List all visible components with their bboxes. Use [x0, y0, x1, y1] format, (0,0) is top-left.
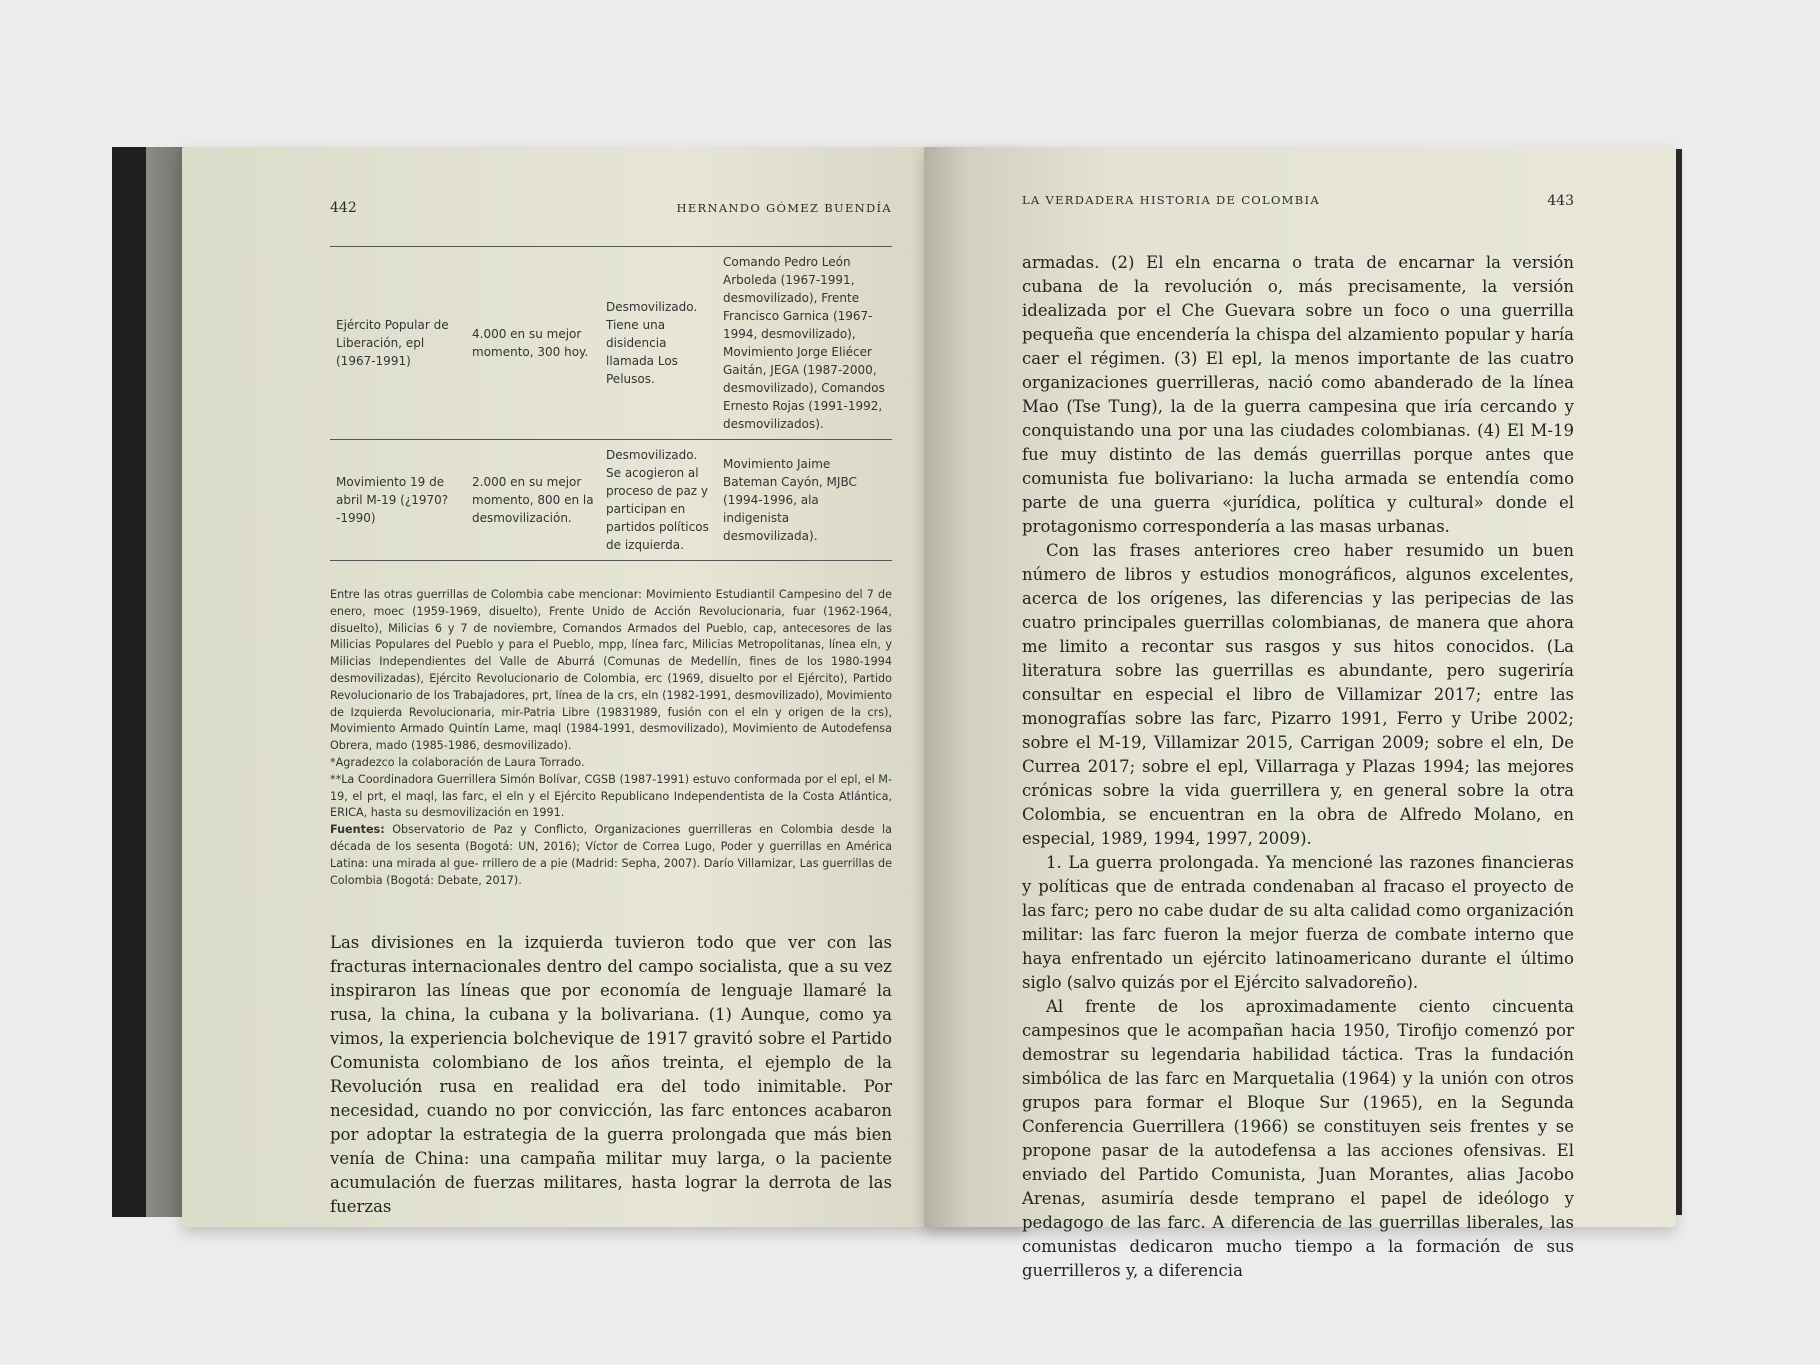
page-edges	[146, 147, 186, 1217]
running-head: HERNANDO GÓMEZ BUENDÍA	[676, 201, 892, 215]
page-number: 442	[330, 200, 357, 216]
page-number: 443	[1547, 193, 1574, 209]
table-row	[330, 246, 892, 439]
table-cell-size: 2.000 en su mejor momento, 800 en la desmovilización.	[472, 475, 594, 525]
table-cell-factions: Comando Pedro León Arboleda (1967-1991, desmovilizado), Frente Francisco Garnica (1967-1994, desmovilizado), Movimiento Jorge Eliécer Gaitán, JEGA (1987-2000, desmovilizado), Comandos Ernesto Rojas (1991-1992, desmovilizados).	[723, 255, 885, 431]
book-spine	[112, 147, 146, 1217]
note-coordinadora: **La Coordinadora Guerrillera Simón Bolívar, CGSB (1987-1991) estuvo conformada por el epl, el M-19, el prt, el maql, las farc, el eln y el Ejército Republicano Independentista de la Costa Atlántica, ERICA, hasta su desmovilización en 1991.	[330, 772, 892, 820]
paragraph: armadas. (2) El eln encarna o trata de encarnar la versión cubana de la revolución o, más precisamente, la versión idealizada por el Che Guevara sobre un foco o una guerrilla pequeña que encendería la chispa del alzamiento popular y haría caer el régimen. (3) El epl, la menos importante de las cuatro organizaciones guerrilleras, nació como abanderado de la línea Mao (Tse Tung), la de la guerra campesina que iría cercando y conquistando una por una las ciudades colombianas. (4) El M-19 fue muy distinto de las demás guerrillas porque antes que comunista fue bolivariano: la lucha armada se entendía como parte de una guerra «jurídica, política y cultural» donde el protagonismo correspondería a las masas urbanas.	[1022, 253, 1574, 536]
paragraph: Las divisiones en la izquierda tuvieron todo que ver con las fracturas internacionales dentro del campo socialista, que a su vez inspiraron las líneas que por economía de lenguaje llamaré la rusa, la china, la cubana y la bolivariana. (1) Aunque, como ya vimos, la experiencia bolchevique de 1917 gravitó sobre el Partido Comunista colombiano de los años treinta, el ejemplo de la Revolución rusa en realidad era del todo inimitable. Por necesidad, cuando no por convicción, las farc entonces acabaron por adoptar la estrategia de la guerra prolongada que más bien venía de China: una campaña militar muy larga, o la paciente acumulación de fuerzas militares, hasta lograr la derrota de las fuerzas	[330, 933, 892, 1216]
table-notes	[330, 587, 892, 889]
sources-label: Fuentes:	[330, 823, 385, 837]
note-acknowledgement: *Agradezco la colaboración de Laura Torrado.	[330, 755, 585, 769]
open-book	[112, 147, 1684, 1280]
note-sources	[330, 822, 892, 889]
paragraph: Al frente de los aproximadamente ciento cincuenta campesinos que le acompañan hacia 1950, Tirofijo comenzó por demostrar su legendaria habilidad táctica. Tras la fundación simbólica de las farc en Marquetalia (1964) y la unión con otros grupos para formar el Bloque Sur (1965), en la Segunda Conferencia Guerrillera (1966) se constituyen seis frentes y se propone pasar de la autodefensa a las acciones ofensivas. El enviado del Partido Comunista, Juan Morantes, alias Jacobo Arenas, asumiría desde temprano el papel de ideólogo y pedagogo de las farc. A diferencia de las guerrillas liberales, las comunistas dedicaron mucho tiempo a la formación de sus guerrilleros y, a diferencia	[1022, 997, 1574, 1280]
left-page	[182, 147, 1027, 1227]
guerrilla-table	[330, 246, 892, 561]
table-cell-status: Desmovilizado. Tiene una disidencia llamada Los Pelusos.	[606, 300, 698, 386]
running-head: LA VERDADERA HISTORIA DE COLOMBIA	[1022, 193, 1320, 207]
sources-text: Observatorio de Paz y Conflicto, Organizaciones guerrilleras en Colombia desde la década de los sesenta (Bogotá: UN, 2016); Víctor de Correa Lugo, Poder y guerrillas en América Latina: una mirada al gue- rrillero de a pie (Madrid: Sepha, 2007). Darío Villamizar, Las guerrillas de Colombia (Bogotá: Debate, 2017).	[330, 823, 892, 887]
note-other-guerrillas: Entre las otras guerrillas de Colombia cabe mencionar: Movimiento Estudiantil Campesino del 7 de enero, moec (1959-1969, disuelto), Frente Unido de Acción Revolucionaria, fuar (1962-1964, disuelto), Milicias 6 y 7 de noviembre, Comandos Armados del Pueblo, cap, antecesores de las Milicias Populares del Pueblo y para el Pueblo, mpp, línea farc, Milicias Metropolitanas, línea eln, y Milicias Independientes del Valle de Aburrá (Comunas de Medellín, fines de los 1980-1994 desmovilizadas), Ejército Revolucionario de Colombia, erc (1969, disuelto por el Ejército), Partido Revolucionario de los Trabajadores, prt, línea de la crs, eln (1982-1991, desmovilizado), Movimiento de Izquierda Revolucionaria, mir-Patria Libre (19831989, fusión con el eln y origen de la crs), Movimiento Armado Quintín Lame, maql (1984-1991, desmovilizado), Movimiento de Autodefensa Obrera, mado (1985-1986, desmovilizado).	[330, 588, 892, 753]
body-text	[1022, 251, 1574, 1283]
right-page	[924, 147, 1676, 1280]
paragraph: 1. La guerra prolongada. Ya mencioné las razones financieras y políticas que de entrada condenaban al fracaso el proyecto de las farc; pero no cabe dudar de su alta calidad como organización militar: las farc fueron la mejor fuerza de combate interno que haya enfrentado un ejército latinoamericano durante el último siglo (salvo quizás por el Ejército salvadoreño).	[1022, 853, 1574, 992]
table-cell-size: 4.000 en su mejor momento, 300 hoy.	[472, 327, 589, 359]
table-cell-name: Movimiento 19 de abril M-19 (¿1970?-1990)	[336, 475, 449, 525]
body-text	[330, 931, 892, 1219]
paragraph: Con las frases anteriores creo haber resumido un buen número de libros y estudios monográficos, algunos excelentes, acerca de los orígenes, las diferencias y las peripecias de las cuatro principales guerrillas colombianas, de manera que ahora me limito a recontar sus rasgos y sus hitos conocidos. (La literatura sobre las guerrillas es abundante, pero sugeriría consultar en especial el libro de Villamizar 2017; entre las monografías sobre las farc, Pizarro 1991, Ferro y Uribe 2002; sobre el M-19, Villamizar 2015, Carrigan 2009; sobre el eln, De Currea 2017; sobre el epl, Villarraga y Plazas 1994; las mejores crónicas sobre la vida guerrillera y, en general sobre la otra Colombia, se encuentran en la obra de Alfredo Molano, en especial, 1989, 1994, 1997, 2009).	[1022, 541, 1574, 848]
table-cell-factions: Movimiento Jaime Bateman Cayón, MJBC (1994-1996, ala indigenista desmovilizada).	[723, 457, 857, 543]
table-cell-status: Desmovilizado. Se acogieron al proceso de paz y participan en partidos políticos de izquierda.	[606, 448, 709, 552]
table-cell-name: Ejército Popular de Liberación, epl (1967-1991)	[336, 318, 449, 368]
table-row	[330, 439, 892, 561]
